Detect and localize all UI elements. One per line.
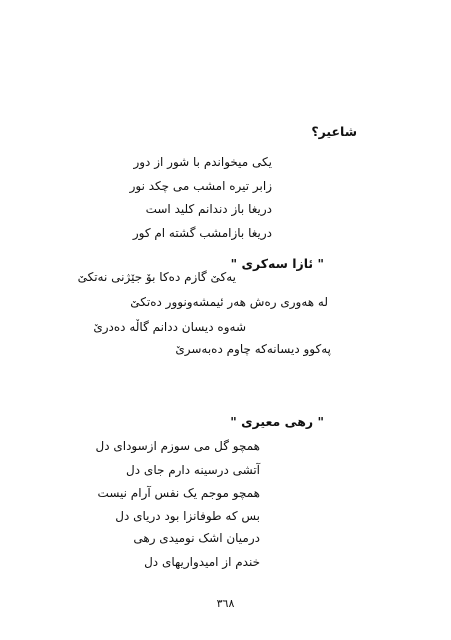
verse-line: یەکێ گازم دەکا بۆ جێژنی نەتکێ <box>77 270 236 284</box>
page-number: ٣٦٨ <box>216 597 235 610</box>
verse-line: زابر تیره امشب می چکد نور <box>129 179 272 193</box>
section-heading-aza-sakri: " ئازا سەکری " <box>230 256 324 271</box>
verse-line: دریغا بازامشب گشته ام کور <box>132 226 272 240</box>
verse-line: یکی میخواندم با شور از دور <box>133 155 272 169</box>
verse-line: آتشی درسینه دارم جای دل <box>126 463 260 477</box>
verse-line: لە هەوری رەش هەر ئیمشەونوور دەتکێ <box>130 295 328 309</box>
section-heading-shaer: شاعیر؟ <box>311 124 357 139</box>
verse-line: شەوە دیسان ددانم گاڵە دەدرێ <box>93 320 246 334</box>
verse-line: بس که طوفانزا بود دریای دل <box>115 509 260 523</box>
verse-line: همچو گل می سوزم ازسودای دل <box>95 439 260 453</box>
verse-line: دریغا باز دندانم کلید است <box>145 202 272 216</box>
verse-line: پەکوو دیسانەکە چاوم دەبەسرێ <box>175 342 331 356</box>
section-heading-rahi-moayyeri: " رهی معیری " <box>230 414 324 429</box>
verse-line: درمیان اشک نومیدی رهی <box>133 531 260 545</box>
verse-line: خندم از امیدواریهای دل <box>144 555 260 569</box>
verse-line: همچو موجم یک نفس آرام نیست <box>97 486 260 500</box>
